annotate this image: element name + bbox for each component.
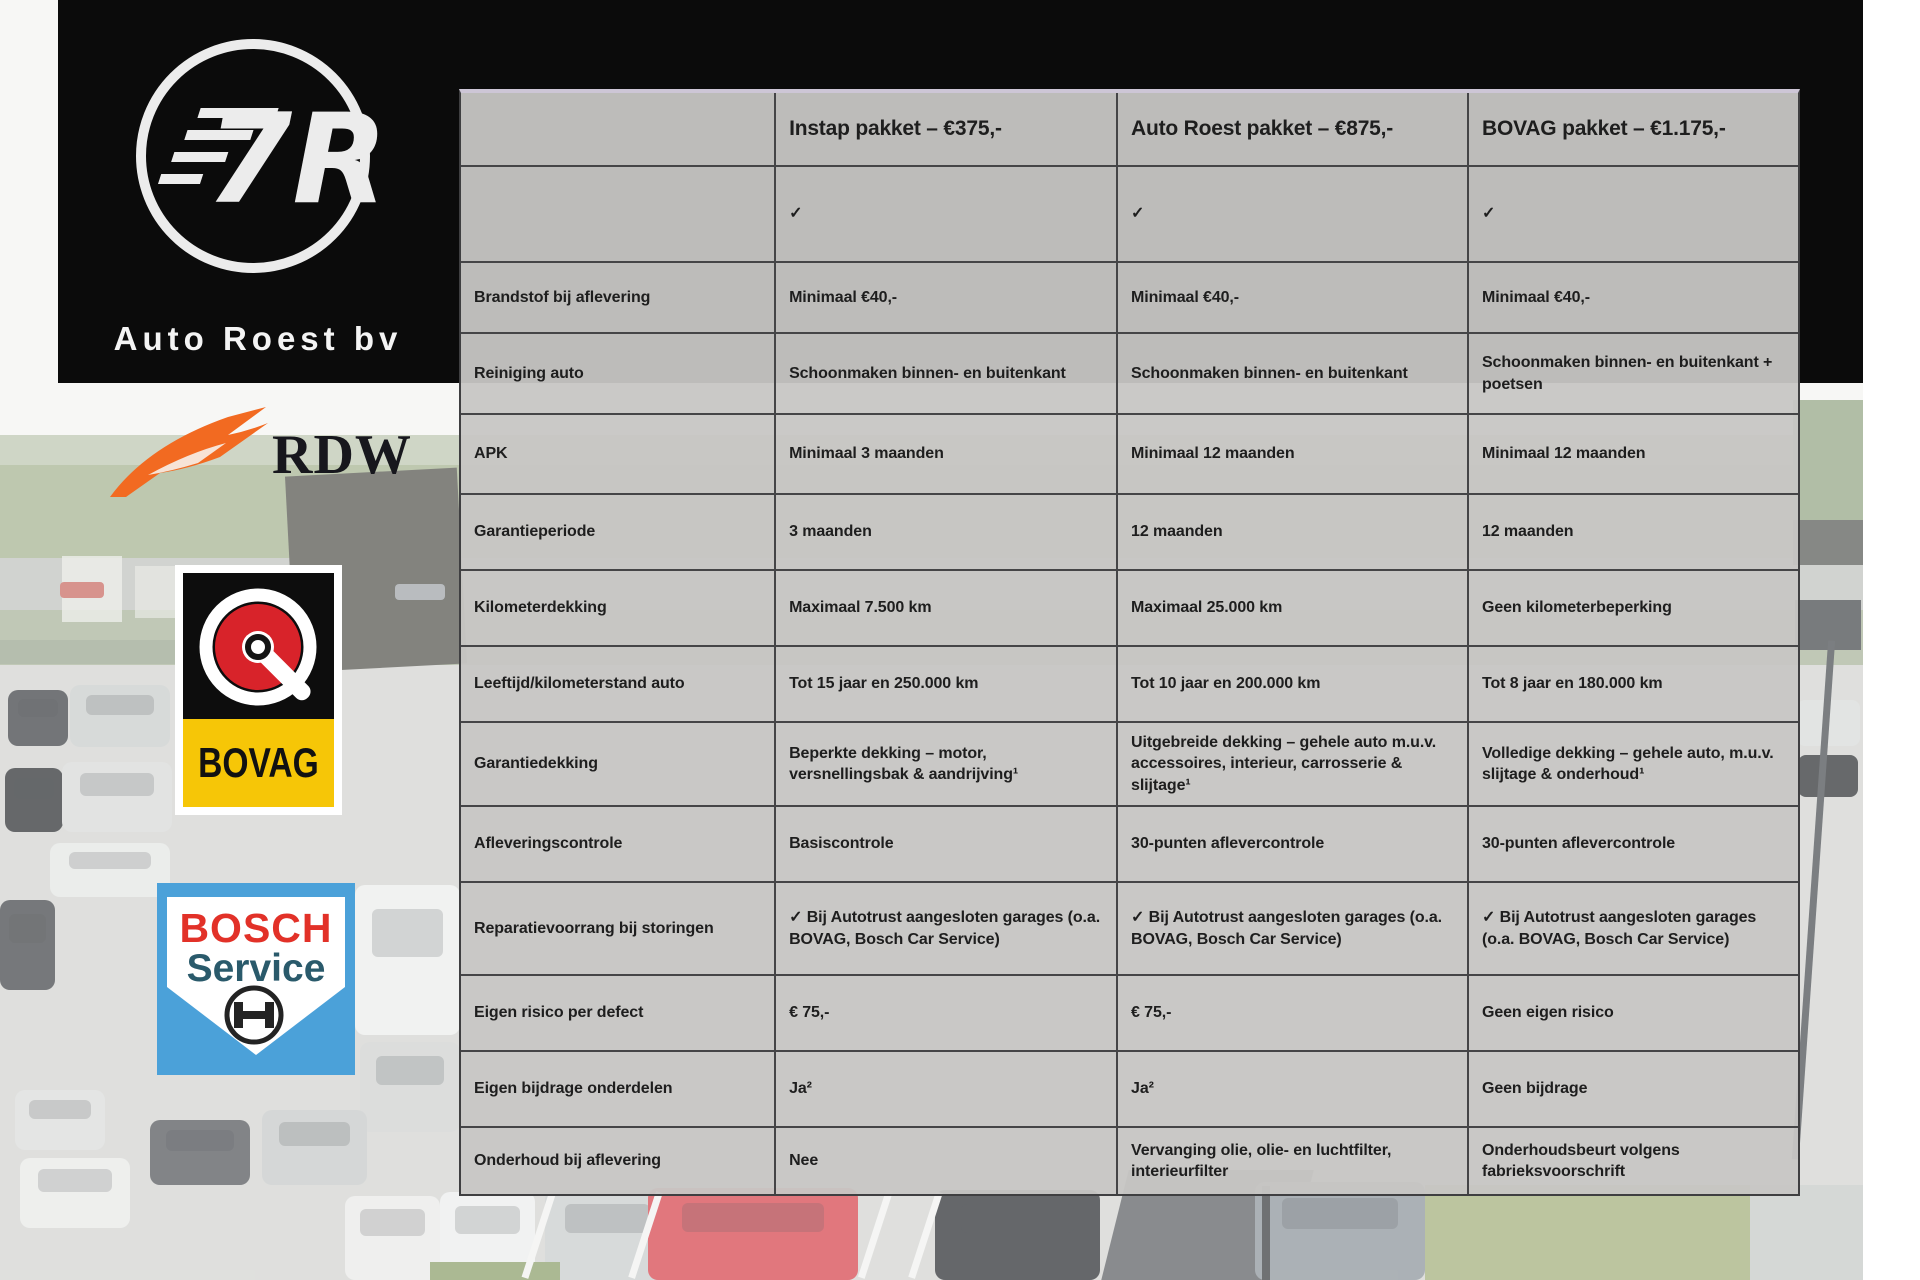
package-column-header: BOVAG pakket – €1.175,-	[1469, 93, 1798, 167]
rdw-wing-icon	[108, 405, 273, 510]
bosch-service-wordmark: Service	[186, 947, 326, 990]
row-label: Garantiedekking	[461, 723, 776, 807]
package-value-cell: ✓ Bij Autotrust aangesloten garages (o.a. BOVAG, Bosch Car Service)	[1469, 883, 1798, 976]
bovag-wordmark: BOVAG	[198, 739, 319, 786]
package-value-cell: Beperkte dekking – motor, versnellingsbak & aandrijving¹	[776, 723, 1118, 807]
package-value-cell: Uitgebreide dekking – gehele auto m.u.v. accessoires, interieur, carrosserie & slijtage¹	[1118, 723, 1469, 807]
package-value-cell: ✓ Bij Autotrust aangesloten garages (o.a. BOVAG, Bosch Car Service)	[776, 883, 1118, 976]
package-value-cell: 12 maanden	[1118, 495, 1469, 571]
package-value-cell: Tot 10 jaar en 200.000 km	[1118, 647, 1469, 723]
package-value-cell: Minimaal 3 maanden	[776, 415, 1118, 495]
row-label: Brandstof bij aflevering	[461, 263, 776, 334]
bovag-magnifier-icon	[183, 573, 334, 719]
row-label: Afleveringscontrole	[461, 807, 776, 883]
package-value-cell: Volledige dekking – gehele auto, m.u.v. slijtage & onderhoud¹	[1469, 723, 1798, 807]
package-value-cell: € 75,-	[1118, 976, 1469, 1052]
package-value-cell: Nee	[776, 1128, 1118, 1194]
package-value-cell: Tot 8 jaar en 180.000 km	[1469, 647, 1798, 723]
table-row	[461, 1052, 1798, 1128]
package-value-cell: ✓ Bij Autotrust aangesloten garages (o.a. BOVAG, Bosch Car Service)	[1118, 883, 1469, 976]
package-value-cell: 12 maanden	[1469, 495, 1798, 571]
bosch-wordmark: BOSCH	[179, 905, 333, 951]
package-value-cell: Geen eigen risico	[1469, 976, 1798, 1052]
package-value-cell: Ja²	[1118, 1052, 1469, 1128]
table-row	[461, 807, 1798, 883]
table-row	[461, 571, 1798, 647]
package-value-cell: 30-punten aflevercontrole	[1118, 807, 1469, 883]
table-row	[461, 167, 1798, 263]
row-label: Eigen risico per defect	[461, 976, 776, 1052]
package-value-cell: Schoonmaken binnen- en buitenkant	[776, 334, 1118, 415]
package-value-cell: Ja²	[776, 1052, 1118, 1128]
package-value-cell: Basiscontrole	[776, 807, 1118, 883]
package-value-cell: € 75,-	[776, 976, 1118, 1052]
row-label: Eigen bijdrage onderdelen	[461, 1052, 776, 1128]
package-value-cell: ✓	[1469, 167, 1798, 263]
package-value-cell: Minimaal €40,-	[1469, 263, 1798, 334]
table-row	[461, 495, 1798, 571]
package-value-cell: Minimaal €40,-	[1118, 263, 1469, 334]
package-value-cell: Vervanging olie, olie- en luchtfilter, interieurfilter	[1118, 1128, 1469, 1194]
package-value-cell: Schoonmaken binnen- en buitenkant	[1118, 334, 1469, 415]
row-label: Leeftijd/kilometerstand auto	[461, 647, 776, 723]
table-row	[461, 1128, 1798, 1194]
bovag-emblem	[183, 573, 334, 719]
row-label: Garantieperiode	[461, 495, 776, 571]
package-value-cell: Schoonmaken binnen- en buitenkant + poetsen	[1469, 334, 1798, 415]
auto-roest-logo	[128, 30, 378, 282]
table-row	[461, 883, 1798, 976]
table-row	[461, 415, 1798, 495]
row-label	[461, 167, 776, 263]
table-row	[461, 263, 1798, 334]
auto-roest-monogram-icon	[128, 30, 378, 282]
package-value-cell: Minimaal 12 maanden	[1469, 415, 1798, 495]
dealer-name: Auto Roest bv	[113, 320, 403, 357]
package-value-cell: ✓	[1118, 167, 1469, 263]
table-row	[461, 976, 1798, 1052]
row-label: APK	[461, 415, 776, 495]
package-value-cell: Tot 15 jaar en 250.000 km	[776, 647, 1118, 723]
rdw-logo	[108, 405, 418, 515]
package-value-cell: 30-punten aflevercontrole	[1469, 807, 1798, 883]
row-label: Kilometerdekking	[461, 571, 776, 647]
table-row	[461, 334, 1798, 415]
table-row	[461, 647, 1798, 723]
package-value-cell: ✓	[776, 167, 1118, 263]
row-label: Reparatievoorrang bij storingen	[461, 883, 776, 976]
monogram-text: 7R	[206, 88, 378, 232]
corner-cell	[461, 93, 776, 167]
bovag-banner	[183, 719, 334, 807]
table-row	[461, 723, 1798, 807]
package-value-cell: Minimaal €40,-	[776, 263, 1118, 334]
package-value-cell: Maximaal 7.500 km	[776, 571, 1118, 647]
package-value-cell: Geen kilometerbeperking	[1469, 571, 1798, 647]
package-value-cell: Maximaal 25.000 km	[1118, 571, 1469, 647]
package-comparison-table	[459, 89, 1800, 1196]
package-value-cell: Geen bijdrage	[1469, 1052, 1798, 1128]
package-column-header: Instap pakket – €375,-	[776, 93, 1118, 167]
package-value-cell: Minimaal 12 maanden	[1118, 415, 1469, 495]
table-header-row	[461, 93, 1798, 167]
package-column-header: Auto Roest pakket – €875,-	[1118, 93, 1469, 167]
package-value-cell: Onderhoudsbeurt volgens fabrieksvoorschrift	[1481, 1141, 1680, 1180]
bosch-service-logo	[157, 883, 355, 1075]
rdw-wordmark: RDW	[272, 424, 412, 486]
row-label: Reiniging auto	[461, 334, 776, 415]
bovag-logo	[175, 565, 342, 815]
row-label: Onderhoud bij aflevering	[461, 1128, 776, 1194]
package-value-cell: 3 maanden	[776, 495, 1118, 571]
